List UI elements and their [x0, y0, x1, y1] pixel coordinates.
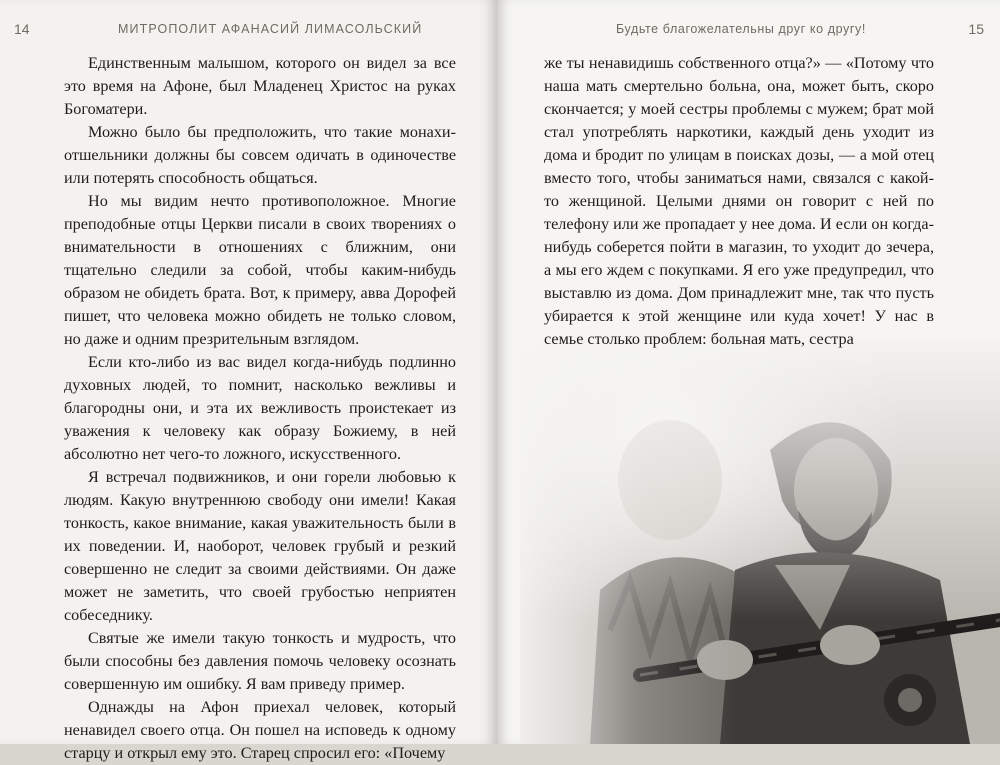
- page-number-right: 15: [968, 21, 984, 37]
- paragraph: же ты ненавидишь собственного отца?» — «Потому что наша мать смертельно больна, она, может быть, скоро скончается; у моей сестры проблемы с мужем; брат мой стал употреблять наркотики, каждый день уходит из дома и бродит по улицам в поисках дозы, — а мой отец вместо того, чтобы заниматься нами, связался с какой-то женщиной. Целыми днями он говорит с ней по телефону или же пропадает у нее дома. И если он когда-нибудь соберется пойти в магазин, то уходит до зечера, а мы его ждем с покупками. Я его уже предупредил, что выставлю из дома. Дом принадлежит мне, так что пусть убирается к этой женщине или куда хочет! У нас в семье столько проблем: больная мать, сестра: [544, 54, 934, 348]
- photo-two-men-fishing-icon: [520, 330, 1000, 744]
- left-page-body: [64, 52, 456, 765]
- left-page: [0, 0, 496, 762]
- paragraph: Можно было бы предположить, что такие монахи-отшельники должны бы совсем одичать в одиночестве или потерять способность общаться.: [64, 123, 456, 187]
- paragraph: Если кто-либо из вас видел когда-нибудь подлинно духовных людей, то помнит, насколько вежливы и благородны они, и эта их вежливость проистекает из уважения к человеку как образу Божиему, в ней абсолютно нет чего-то ложного, искусственного.: [64, 353, 456, 463]
- running-head-right: Будьте благожелательны друг ко другу!: [616, 22, 866, 36]
- paragraph: Однажды на Афон приехал человек, который ненавидел своего отца. Он пошел на исповедь к одному старцу и открыл ему это. Старец спросил его: «Почему: [64, 698, 456, 762]
- paragraph: Но мы видим нечто противоположное. Многие преподобные отцы Церкви писали в своих творениях о внимательности в отношениях с ближним, они тщательно следили за собой, чтобы каким-нибудь образом не обидеть брата. Вот, к примеру, авва Дорофей пишет, что человека можно обидеть не только словом, но даже и одним презрительным взглядом.: [64, 192, 456, 348]
- page-number-left: 14: [14, 21, 30, 37]
- paragraph: Святые же имели такую тонкость и мудрость, что были способны без давления помочь человеку осознать совершенную им ошибку. Я вам приведу пример.: [64, 629, 456, 693]
- right-page-body: [544, 52, 934, 351]
- paragraph: Я встречал подвижников, и они горели любовью к людям. Какую внутреннюю свободу они имели! Какая тонкость, какое внимание, какая уважительность были в их поведении. И, наоборот, человек грубый и резкий совершенно не следит за своими действиями. Он даже может не заметить, что своей грубостью неприятен собеседнику.: [64, 468, 456, 624]
- right-page: [496, 0, 1000, 744]
- paragraph: Единственным малышом, которого он видел за все это время на Афоне, был Младенец Христос на руках Богоматери.: [64, 54, 456, 118]
- running-head-left: МИТРОПОЛИТ АФАНАСИЙ ЛИМАСОЛЬСКИЙ: [118, 22, 423, 36]
